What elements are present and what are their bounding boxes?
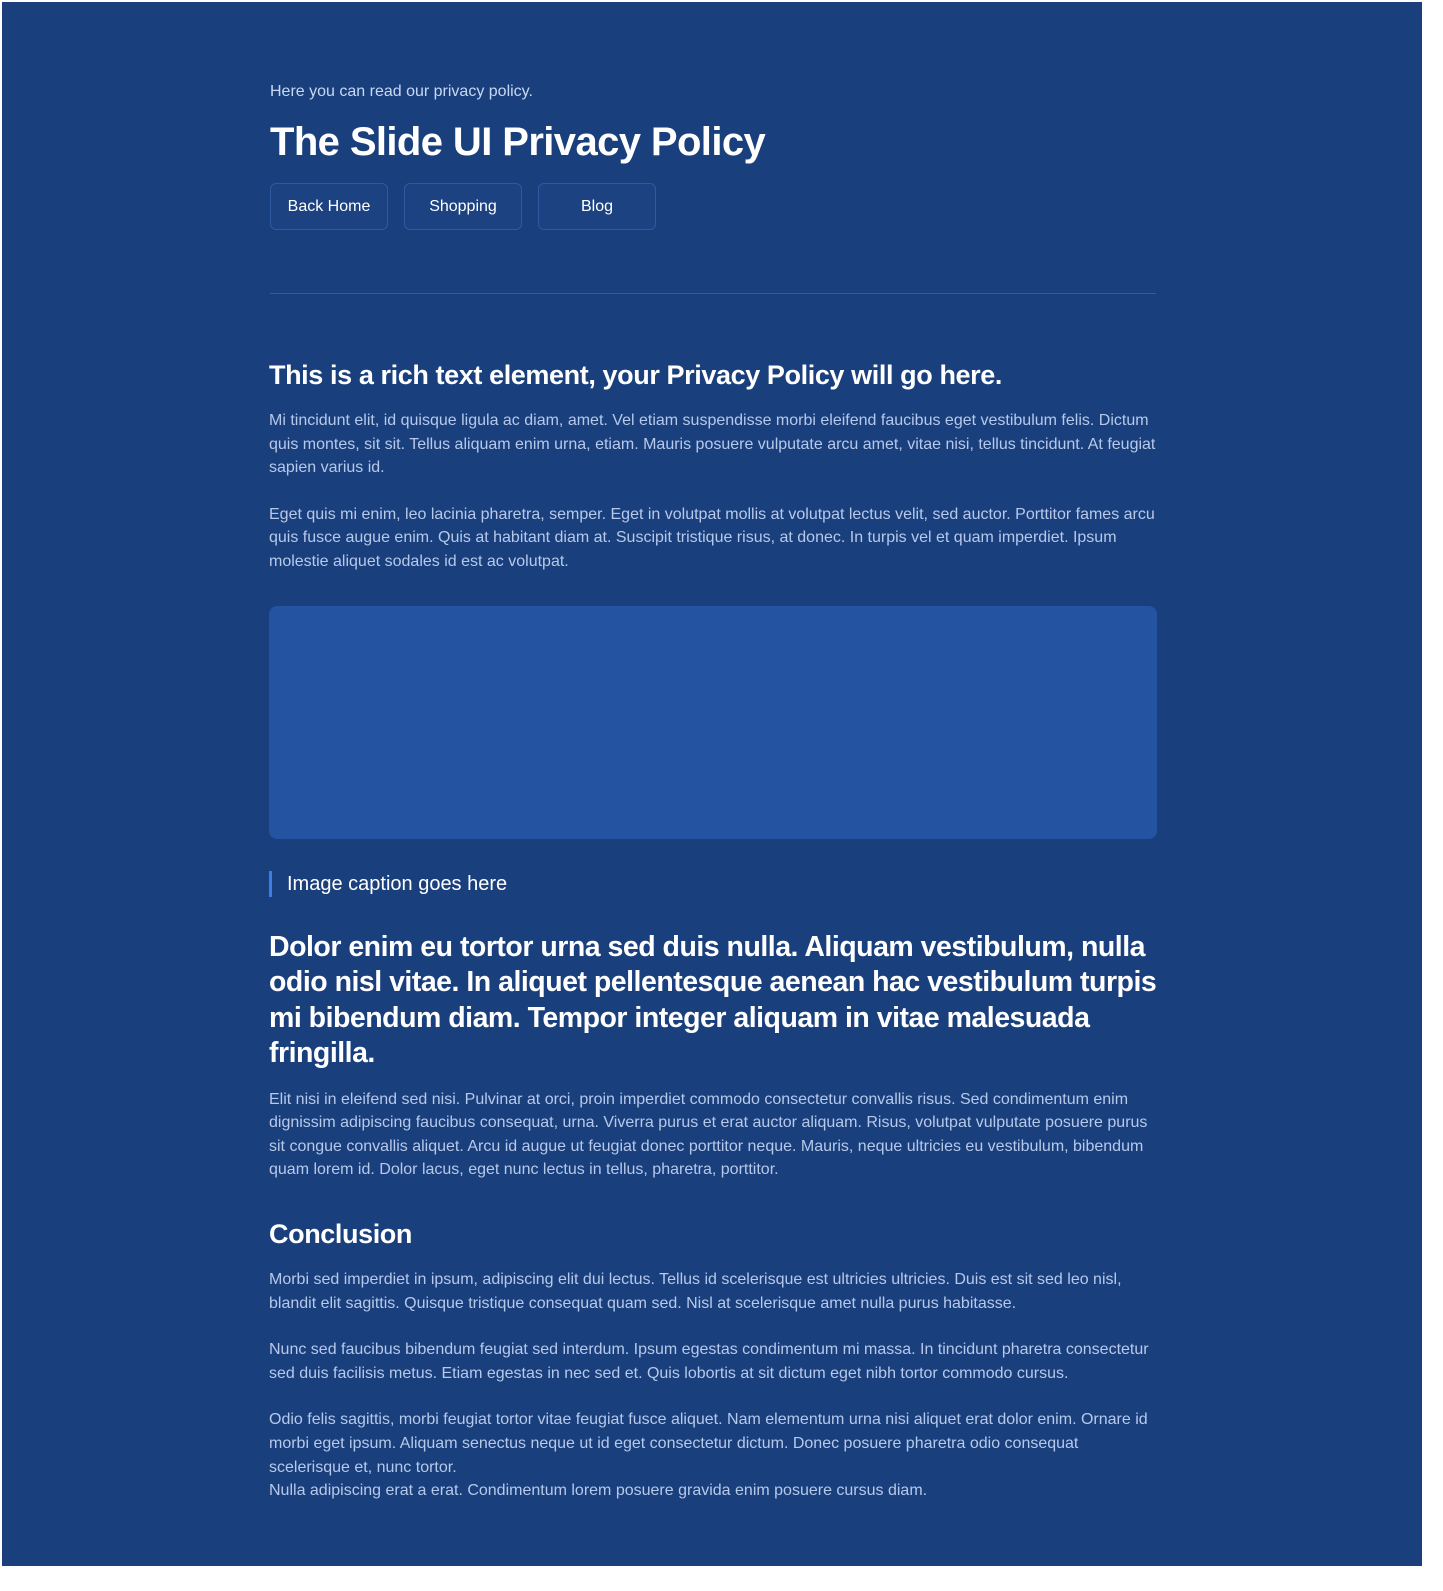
paragraph-2: Eget quis mi enim, leo lacinia pharetra, semper. Eget in volutpat mollis at volutpat lectus velit, sed auctor. Porttitor fames arcu quis fusce augue enim. Quis at habitant diam at. Suscipit tristique risus, at donec. In turpis vel et quam imperdiet. Ipsum molestie aliquet sodales id est ac volutpat. xyxy=(269,505,1155,570)
paragraph-4: Morbi sed imperdiet in ipsum, adipiscing elit dui lectus. Tellus id scelerisque est ultricies ultricies. Duis est sit sed leo nisl, blandit elit sagittis. Quisque tristique consequat quam sed. Nisl at scelerisque amet nulla purus habitasse. xyxy=(269,1270,1122,1312)
nav-buttons xyxy=(270,183,656,230)
image-placeholder xyxy=(269,606,1157,839)
rich-text-heading: This is a rich text element, your Privacy Policy will go here. xyxy=(269,360,1002,390)
conclusion-heading: Conclusion xyxy=(269,1218,412,1249)
back-home-button[interactable]: Back Home xyxy=(270,183,388,230)
paragraph-6: Odio felis sagittis, morbi feugiat tortor vitae feugiat fusce aliquet. Nam elementum urna nisi aliquet erat dolor enim. Ornare id morbi eget ipsum. Aliquam senectus neque ut id eget consectetur dictum. Donec posuere pharetra odio consequat scelerisque et, nunc tortor. xyxy=(269,1411,1148,1476)
page xyxy=(2,2,1422,1566)
shopping-button[interactable]: Shopping xyxy=(404,183,522,230)
page-eyebrow: Here you can read our privacy policy. xyxy=(270,83,533,100)
paragraph-7: Nulla adipiscing erat a erat. Condimentum lorem posuere gravida enim posuere cursus diam. xyxy=(269,1482,928,1500)
paragraph-1: Mi tincidunt elit, id quisque ligula ac diam, amet. Vel etiam suspendisse morbi eleifend faucibus eget vestibulum felis. Dictum quis montes, sit sit. Tellus aliquam enim urna, etiam. Mauris posuere vulputate arcu amet, vitae nisi, tellus tincidunt. At feugiat sapien varius id. xyxy=(269,412,1156,477)
privacy-policy-rich-text xyxy=(269,357,1157,1503)
section-heading: Dolor enim eu tortor urna sed duis nulla. Aliquam vestibulum, nulla odio nisl vitae. In aliquet pellentesque aenean hac vestibulum turpis mi bibendum diam. Tempor integer aliquam in vitae malesuada fringilla. xyxy=(269,930,1157,1070)
paragraph-5: Nunc sed faucibus bibendum feugiat sed interdum. Ipsum egestas condimentum mi massa. In tincidunt pharetra consectetur sed duis facilisis metus. Etiam egestas in nec sed et. Quis lobortis at sit dictum eget nibh tortor commodo cursus. xyxy=(269,1341,1149,1382)
image-caption: Image caption goes here xyxy=(269,871,1157,897)
paragraph-3: Elit nisi in eleifend sed nisi. Pulvinar at orci, proin imperdiet commodo consectetur convallis risus. Sed condimentum enim dignissim adipiscing faucibus consequat, urna. Viverra purus et erat auctor aliquam. Risus, volutpat vulputate posuere purus sit congue convallis aliquet. Arcu id augue ut feugiat donec porttitor neque. Mauris, neque ultricies eu vestibulum, bibendum quam lorem id. Dolor lacus, eget nunc lectus in tellus, pharetra, porttitor. xyxy=(269,1090,1148,1179)
blog-button[interactable]: Blog xyxy=(538,183,656,230)
section-divider xyxy=(270,293,1156,294)
page-title: The Slide UI Privacy Policy xyxy=(270,120,766,164)
